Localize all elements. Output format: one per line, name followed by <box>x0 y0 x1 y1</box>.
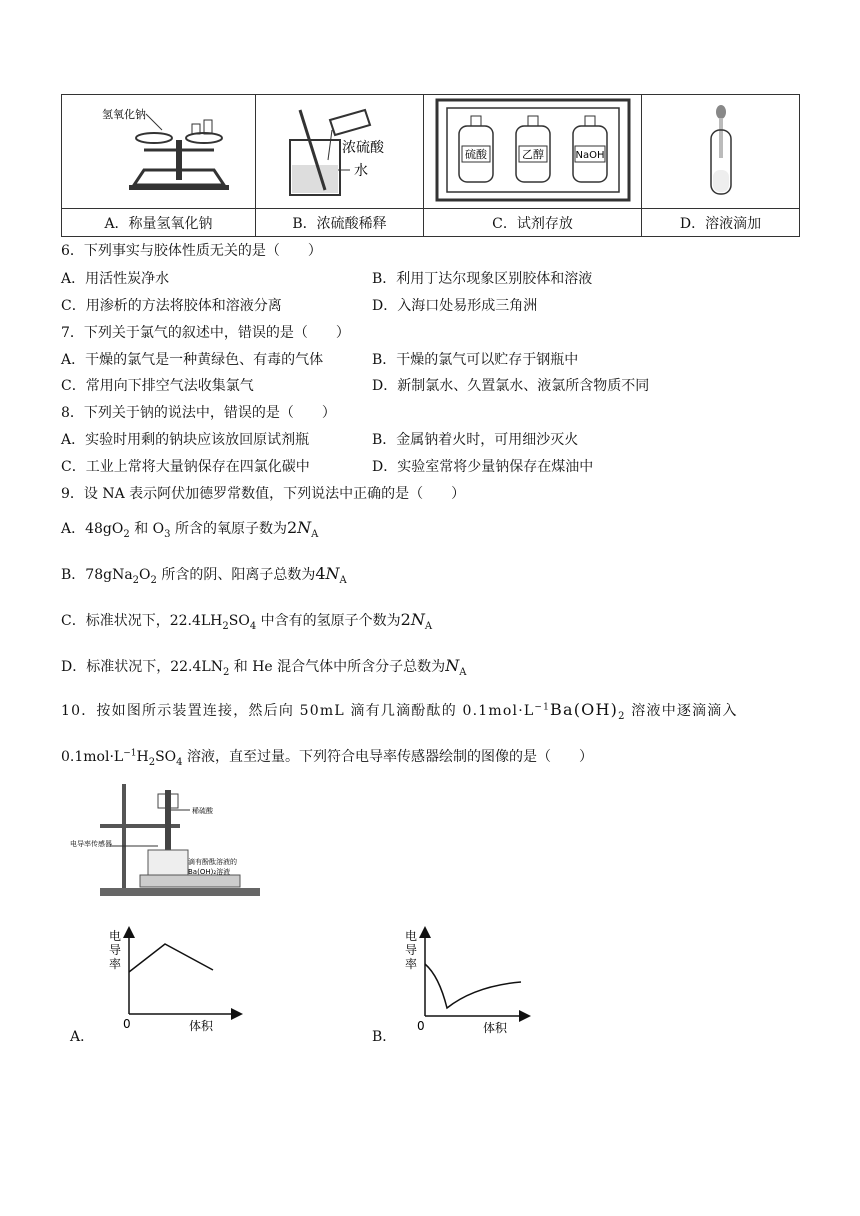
conductivity-apparatus-figure <box>70 780 270 898</box>
curve-b <box>425 964 521 1008</box>
bottle-sulfuric <box>459 116 493 182</box>
q8-option-d: D．实验室常将少量钠保存在煤油中 <box>372 459 594 475</box>
svg-text:滴有酚酞溶液的: 滴有酚酞溶液的 <box>188 858 237 866</box>
graph-a <box>105 926 255 1034</box>
q7-option-a: A．干燥的氯气是一种黄绿色、有毒的气体 <box>61 352 324 368</box>
q9-option-c: C．标准状况下，$22.4LH_2SO_4$ 中含有的氢原子个数为$2N_A$ <box>61 610 433 632</box>
graph-b-label: B． <box>372 1029 397 1045</box>
q7-option-c: C．常用向下排空气法收集氯气 <box>61 378 254 394</box>
graph-b <box>395 926 545 1034</box>
image-dilution <box>256 95 424 209</box>
q6-option-b: B．利用丁达尔现象区别胶体和溶液 <box>372 271 593 287</box>
bottle-ethanol <box>516 116 550 182</box>
svg-text:导: 导 <box>109 943 122 957</box>
q6-option-d: D．入海口处易形成三角洲 <box>372 298 538 314</box>
svg-text:0: 0 <box>417 1019 425 1033</box>
svg-text:NaOH: NaOH <box>575 149 604 161</box>
q10-stem-line2: $0.1mol\cdot L^{-1}H_2SO_4$ 溶液，直至过量。下列符合电导率传感器绘制的图像的是（ ） <box>61 748 593 768</box>
svg-text:率: 率 <box>109 957 122 971</box>
q8-stem: 8．下列关于钠的说法中，错误的是（ ） <box>61 405 336 421</box>
image-weighing <box>62 95 256 209</box>
caption-d: D．溶液滴加 <box>642 209 800 237</box>
caption-c: C．试剂存放 <box>424 209 642 237</box>
svg-text:0: 0 <box>123 1017 131 1031</box>
svg-text:Ba(OH)₂溶液: Ba(OH)₂溶液 <box>188 868 231 876</box>
curve-a <box>129 944 213 972</box>
svg-text:体积: 体积 <box>483 1021 508 1034</box>
q8-option-c: C．工业上常将大量钠保存在四氯化碳中 <box>61 459 310 475</box>
apparatus-table <box>61 94 800 237</box>
q9-option-d: D．标准状况下，$22.4LN_2$ 和 He 混合气体中所含分子总数为$N_A$ <box>61 656 467 678</box>
caption-a: A．称量氢氧化钠 <box>62 209 256 237</box>
q7-stem: 7．下列关于氯气的叙述中，错误的是（ ） <box>61 325 350 341</box>
bottle-naoh <box>573 116 607 182</box>
q8-option-b: B．金属钠着火时，可用细沙灭火 <box>372 432 579 448</box>
svg-text:电: 电 <box>109 929 122 943</box>
svg-text:电: 电 <box>405 929 418 943</box>
q8-option-a: A．实验时用剩的钠块应该放回原试剂瓶 <box>61 432 310 448</box>
svg-text:率: 率 <box>405 957 418 971</box>
svg-text:电导率传感器: 电导率传感器 <box>70 840 112 848</box>
q6-option-a: A．用活性炭净水 <box>61 271 170 287</box>
image-storage <box>424 95 642 209</box>
q7-option-d: D．新制氯水、久置氯水、液氯所含物质不同 <box>372 378 650 394</box>
q10-stem-line1: 10．按如图所示装置连接，然后向 50mL 滴有几滴酚酞的 $0.1mol\cdot L^{-1}Ba(OH)_2$ 溶液中逐滴滴入 <box>61 700 738 722</box>
image-dropper <box>642 95 800 209</box>
q9-stem: 9．设 NA 表示阿伏加德罗常数值，下列说法中正确的是（ ） <box>61 486 466 502</box>
graph-a-label: A． <box>70 1029 95 1045</box>
acid-label: 浓硫酸 <box>341 139 384 156</box>
q9-option-a: A．$48gO_2$ 和 $O_3$ 所含的氧原子数为$2N_A$ <box>61 518 319 540</box>
q7-option-b: B．干燥的氯气可以贮存于钢瓶中 <box>372 352 579 368</box>
svg-text:稀硫酸: 稀硫酸 <box>192 807 213 815</box>
q6-stem: 6．下列事实与胶体性质无关的是（ ） <box>61 243 322 259</box>
svg-text:硫酸: 硫酸 <box>464 147 487 161</box>
water-label: 水 <box>353 162 368 179</box>
svg-text:体积: 体积 <box>189 1019 214 1033</box>
caption-b: B．浓硫酸稀释 <box>256 209 424 237</box>
svg-text:导: 导 <box>405 943 418 957</box>
q6-option-c: C．用渗析的方法将胶体和溶液分离 <box>61 298 282 314</box>
q9-option-b: B．$78gNa_2O_2$ 所含的阴、阳离子总数为$4N_A$ <box>61 564 347 586</box>
svg-text:乙醇: 乙醇 <box>521 147 544 161</box>
naoh-label: 氢氧化钠 <box>101 107 146 121</box>
